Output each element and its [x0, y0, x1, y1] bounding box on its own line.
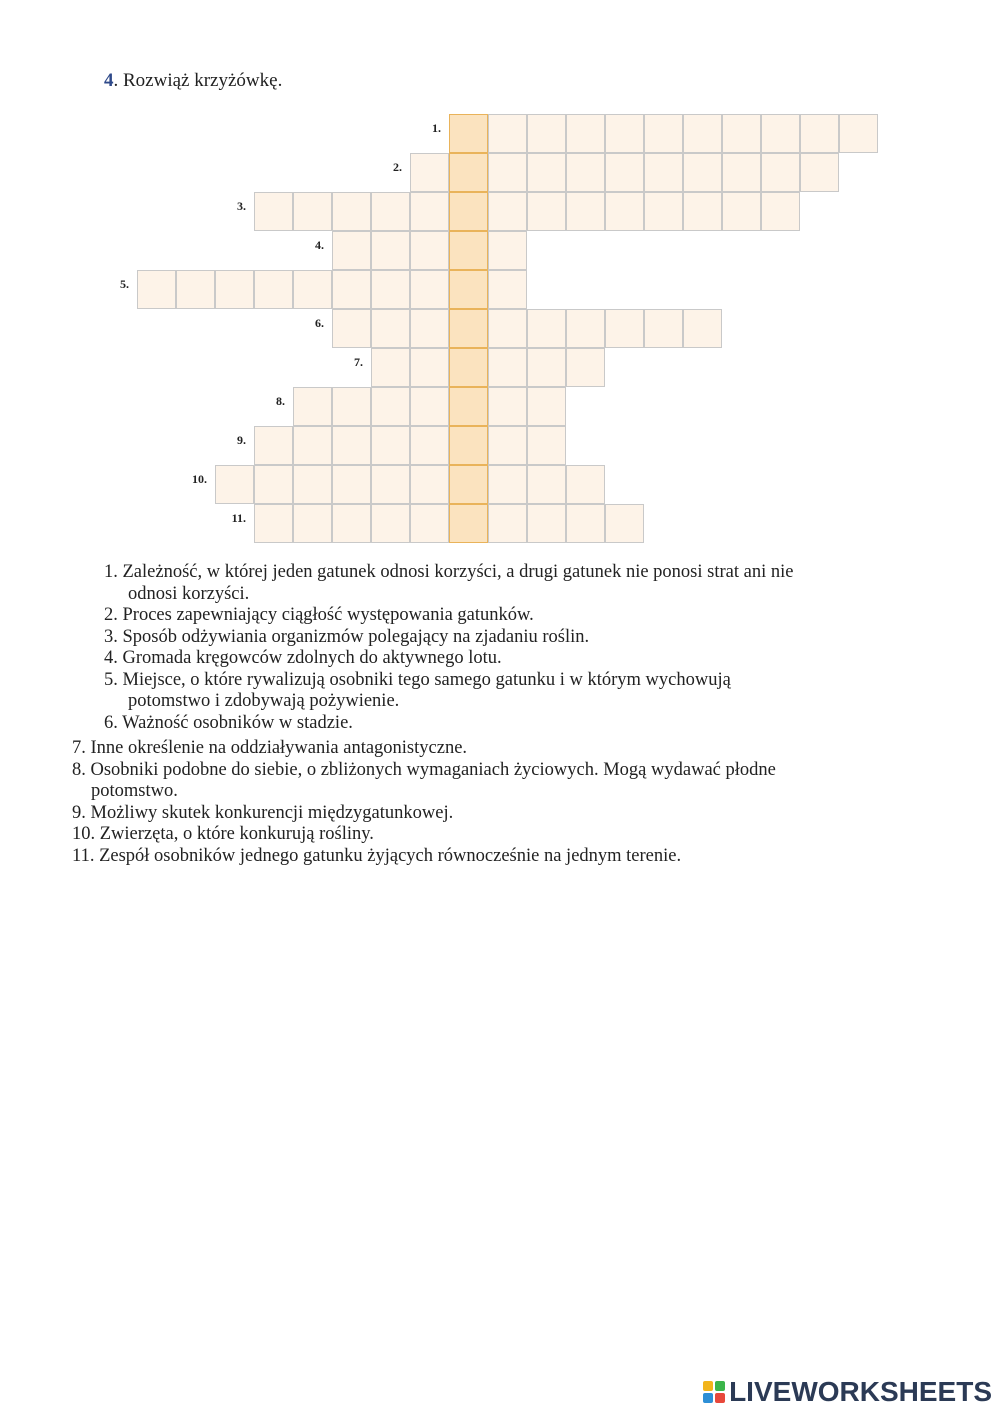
- crossword-cell[interactable]: [566, 504, 605, 543]
- logo-square-1: [703, 1381, 713, 1391]
- crossword-cell[interactable]: [566, 465, 605, 504]
- crossword-cell[interactable]: [371, 270, 410, 309]
- crossword-cell[interactable]: [683, 153, 722, 192]
- crossword-cell[interactable]: [488, 270, 527, 309]
- crossword-cell[interactable]: [722, 153, 761, 192]
- crossword-cell[interactable]: [254, 504, 293, 543]
- crossword-cell[interactable]: [293, 465, 332, 504]
- crossword-cell[interactable]: [566, 153, 605, 192]
- crossword-cell[interactable]: [332, 270, 371, 309]
- crossword-cell[interactable]: [527, 309, 566, 348]
- crossword-cell[interactable]: [527, 192, 566, 231]
- crossword-cell[interactable]: [410, 348, 449, 387]
- crossword-cell[interactable]: [527, 465, 566, 504]
- crossword-cell[interactable]: [683, 114, 722, 153]
- clue-item: [104, 605, 793, 627]
- crossword-key-cell[interactable]: [449, 270, 488, 309]
- crossword-cell[interactable]: [488, 114, 527, 153]
- crossword-cell[interactable]: [488, 309, 527, 348]
- crossword-row-label: 10.: [192, 472, 207, 486]
- crossword-cell[interactable]: [254, 192, 293, 231]
- clue-text: 4. Gromada kręgowców zdolnych do aktywnego lotu.: [104, 648, 502, 668]
- clue-list-a: [104, 562, 793, 734]
- crossword-key-cell[interactable]: [449, 426, 488, 465]
- clue-item: [104, 627, 793, 649]
- crossword-row-label: 9.: [237, 433, 246, 447]
- crossword-cell[interactable]: [254, 270, 293, 309]
- crossword-key-cell[interactable]: [449, 348, 488, 387]
- crossword-cell[interactable]: [605, 114, 644, 153]
- crossword-cell[interactable]: [566, 192, 605, 231]
- crossword-key-cell[interactable]: [449, 504, 488, 543]
- crossword-key-cell[interactable]: [449, 309, 488, 348]
- crossword-cell[interactable]: [527, 504, 566, 543]
- crossword-cell[interactable]: [371, 192, 410, 231]
- crossword-cell[interactable]: [410, 270, 449, 309]
- crossword-cell[interactable]: [488, 153, 527, 192]
- crossword-row-label: 8.: [276, 394, 285, 408]
- crossword-row-label: 1.: [432, 121, 441, 135]
- crossword-cell[interactable]: [761, 114, 800, 153]
- crossword-cell[interactable]: [488, 348, 527, 387]
- logo-text: LIVEWORKSHEETS: [729, 1376, 992, 1407]
- clue-item: [104, 713, 793, 735]
- clue-text: 2. Proces zapewniający ciągłość występowania gatunków.: [104, 605, 534, 625]
- crossword-cell[interactable]: [293, 192, 332, 231]
- crossword-cell[interactable]: [332, 426, 371, 465]
- crossword-cell[interactable]: [332, 504, 371, 543]
- crossword-cell[interactable]: [410, 465, 449, 504]
- crossword-cell[interactable]: [644, 153, 683, 192]
- crossword-cell[interactable]: [371, 426, 410, 465]
- clue-text: 10. Zwierzęta, o które konkurują rośliny.: [72, 824, 374, 844]
- crossword-cell[interactable]: [332, 465, 371, 504]
- task-number: 4: [104, 70, 114, 91]
- crossword-cell[interactable]: [605, 153, 644, 192]
- clue-text-continued: odnosi korzyści.: [128, 583, 250, 604]
- crossword-cell[interactable]: [644, 309, 683, 348]
- task-instruction: . Rozwiąż krzyżówkę.: [113, 70, 283, 91]
- crossword-cell[interactable]: [410, 387, 449, 426]
- crossword-cell[interactable]: [644, 192, 683, 231]
- crossword-key-cell[interactable]: [449, 231, 488, 270]
- clue-text: 6. Ważność osobników w stadzie.: [104, 712, 353, 733]
- crossword-row-label: 4.: [315, 238, 324, 252]
- crossword-cell[interactable]: [644, 114, 683, 153]
- crossword-key-cell[interactable]: [449, 192, 488, 231]
- crossword-cell[interactable]: [410, 153, 449, 192]
- crossword-row-label: 11.: [231, 511, 246, 525]
- crossword-cell[interactable]: [566, 348, 605, 387]
- crossword-cell[interactable]: [683, 309, 722, 348]
- crossword-cell[interactable]: [839, 114, 878, 153]
- crossword-cell[interactable]: [410, 192, 449, 231]
- crossword-cell[interactable]: [254, 465, 293, 504]
- crossword-cell[interactable]: [332, 309, 371, 348]
- crossword-cell[interactable]: [371, 465, 410, 504]
- clue-item: [104, 648, 793, 670]
- crossword-cell[interactable]: [527, 426, 566, 465]
- crossword-cell[interactable]: [488, 192, 527, 231]
- crossword-cell[interactable]: [410, 426, 449, 465]
- liveworksheets-logo: [703, 1376, 992, 1408]
- clue-item: [72, 760, 776, 803]
- crossword-cell[interactable]: [371, 387, 410, 426]
- crossword-cell[interactable]: [176, 270, 215, 309]
- clue-item: [72, 824, 776, 846]
- crossword-cell[interactable]: [761, 192, 800, 231]
- crossword-row-label: 5.: [120, 277, 129, 291]
- clue-item: [104, 670, 793, 713]
- crossword-cell[interactable]: [527, 153, 566, 192]
- crossword-cell[interactable]: [254, 426, 293, 465]
- clue-text: 3. Sposób odżywiania organizmów polegający na zjadaniu roślin.: [104, 626, 590, 647]
- crossword-cell[interactable]: [527, 387, 566, 426]
- crossword-cell[interactable]: [293, 504, 332, 543]
- clue-list-b: [72, 738, 776, 867]
- clue-text: 8. Osobniki podobne do siebie, o zbliżonych wymaganiach życiowych. Mogą wydawać płodne: [72, 759, 776, 780]
- crossword-row-label: 3.: [237, 199, 246, 213]
- clue-item: [72, 846, 776, 868]
- clue-text: 7. Inne określenie na oddziaływania antagonistyczne.: [72, 738, 468, 758]
- crossword-cell[interactable]: [605, 504, 644, 543]
- crossword-cell[interactable]: [410, 504, 449, 543]
- crossword-cell[interactable]: [215, 270, 254, 309]
- crossword-key-cell[interactable]: [449, 387, 488, 426]
- crossword-cell[interactable]: [410, 309, 449, 348]
- logo-square-3: [703, 1393, 713, 1403]
- crossword-cell[interactable]: [332, 387, 371, 426]
- crossword-cell[interactable]: [332, 231, 371, 270]
- crossword-cell[interactable]: [722, 114, 761, 153]
- crossword-cell[interactable]: [605, 192, 644, 231]
- logo-square-4: [715, 1393, 725, 1403]
- clue-text: 1. Zależność, w której jeden gatunek odnosi korzyści, a drugi gatunek nie ponosi strat ani nie: [104, 562, 794, 582]
- crossword-cell[interactable]: [293, 270, 332, 309]
- crossword-cell[interactable]: [488, 465, 527, 504]
- crossword-cell[interactable]: [722, 192, 761, 231]
- crossword-cell[interactable]: [371, 309, 410, 348]
- clue-item: [72, 803, 776, 825]
- crossword-row-label: 6.: [315, 316, 324, 330]
- clue-text: 11. Zespół osobników jednego gatunku żyjących równocześnie na jednym terenie.: [72, 845, 682, 866]
- crossword-cell[interactable]: [410, 231, 449, 270]
- clue-item: [104, 562, 793, 605]
- crossword-cell[interactable]: [371, 231, 410, 270]
- crossword-cell[interactable]: [527, 114, 566, 153]
- crossword-cell[interactable]: [605, 309, 644, 348]
- crossword-cell[interactable]: [566, 309, 605, 348]
- crossword-cell[interactable]: [488, 426, 527, 465]
- clue-text: 5. Miejsce, o które rywalizują osobniki tego samego gatunku i w którym wychowują: [104, 669, 731, 690]
- crossword-cell[interactable]: [527, 348, 566, 387]
- crossword-key-cell[interactable]: [449, 153, 488, 192]
- crossword-cell[interactable]: [293, 387, 332, 426]
- clue-text: 9. Możliwy skutek konkurencji międzygatunkowej.: [72, 802, 454, 823]
- crossword-cell[interactable]: [683, 192, 722, 231]
- crossword-cell[interactable]: [137, 270, 176, 309]
- crossword-row-label: 2.: [393, 160, 402, 174]
- logo-square-2: [715, 1381, 725, 1391]
- crossword-cell[interactable]: [566, 114, 605, 153]
- clue-item: [72, 738, 776, 760]
- crossword-key-cell[interactable]: [449, 465, 488, 504]
- crossword-key-cell[interactable]: [449, 114, 488, 153]
- crossword-cell[interactable]: [215, 465, 254, 504]
- crossword-cell[interactable]: [800, 114, 839, 153]
- crossword-grid: [0, 0, 1000, 560]
- crossword-cell[interactable]: [488, 387, 527, 426]
- crossword-cell[interactable]: [371, 504, 410, 543]
- crossword-cell[interactable]: [332, 192, 371, 231]
- clue-text-continued: potomstwo.: [91, 781, 178, 801]
- crossword-cell[interactable]: [371, 348, 410, 387]
- crossword-cell[interactable]: [488, 231, 527, 270]
- clue-text-continued: potomstwo i zdobywają pożywienie.: [128, 691, 400, 711]
- crossword-cell[interactable]: [800, 153, 839, 192]
- crossword-cell[interactable]: [488, 504, 527, 543]
- crossword-cell[interactable]: [293, 426, 332, 465]
- crossword-cell[interactable]: [761, 153, 800, 192]
- crossword-row-label: 7.: [354, 355, 363, 369]
- logo-mark-icon: [703, 1381, 725, 1403]
